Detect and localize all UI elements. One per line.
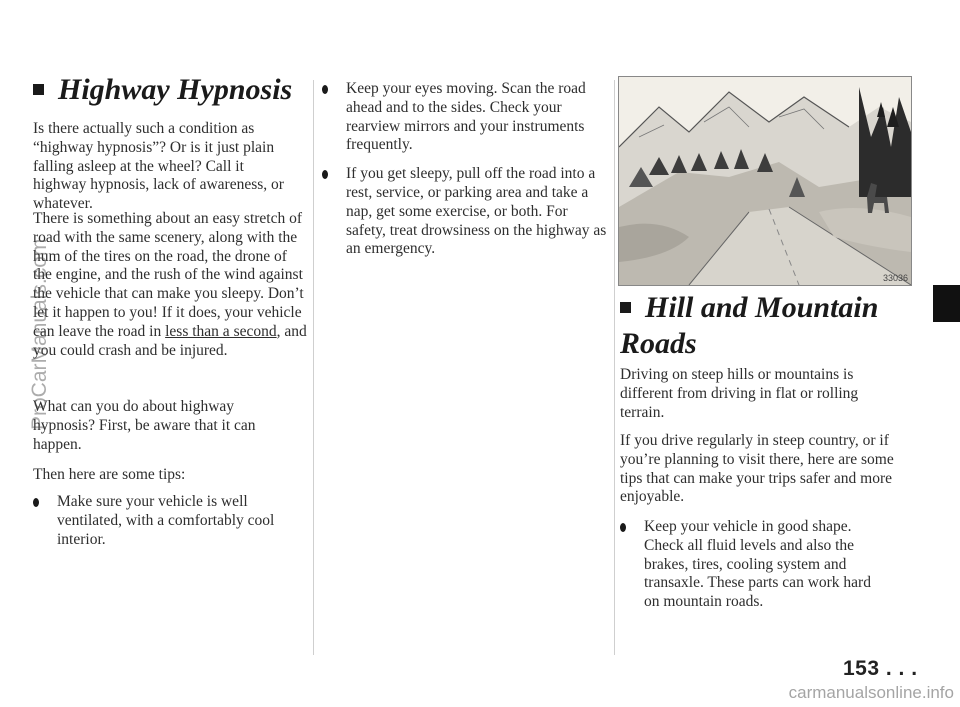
list-item: Make sure your vehicle is well ventilated, with a comfortably cool interior. <box>33 493 295 549</box>
paragraph: What can you do about highway hypnosis? First, be aware that it can happen. <box>33 398 256 453</box>
tips-list <box>620 518 890 612</box>
page-number: 153 . . . <box>843 657 918 680</box>
paragraph: Is there actually such a condition as “highway hypnosis”? Or is it just plain falling asleep at the wheel? Call it highway hypnosis, lack of awareness, or whatever. <box>33 120 284 213</box>
section-tab-marker <box>933 285 960 322</box>
column-divider <box>313 80 314 655</box>
paragraph: Driving on steep hills or mountains is different from driving in flat or rolling terrain. <box>620 366 859 421</box>
tips-list <box>33 493 295 549</box>
list-item: Keep your eyes moving. Scan the road ahead and to the sides. Check your rearview mirrors and your instruments frequently. <box>322 80 607 155</box>
mountain-road-illustration <box>618 76 912 286</box>
bullet-icon <box>33 498 39 507</box>
list-item: Keep your vehicle in good shape. Check all fluid levels and also the brakes, tires, cooling system and transaxle. These parts can work hard on mountain roads. <box>620 518 890 612</box>
section-heading-hill-and-mountain-roads: Hill and Mountain Roads <box>620 291 879 360</box>
mountain-road-drawing <box>619 77 911 285</box>
bullet-icon <box>322 170 328 179</box>
list-item: If you get sleepy, pull off the road into a rest, service, or parking area and take a nap, get some exercise, or both. For safety, treat drowsiness on the highway as an emergency. <box>322 165 607 259</box>
paragraph-text: , and you could crash and be injured. <box>33 322 307 359</box>
tips-list <box>322 80 607 259</box>
paragraph: If you drive regularly in steep country, or if you’re planning to visit there, here are some tips that can make your trips safer and more enjoyable. <box>620 432 894 506</box>
column-divider <box>614 80 615 655</box>
bullet-icon <box>620 523 626 532</box>
bullet-icon <box>322 85 328 94</box>
figure-id: 33036 <box>882 273 908 283</box>
paragraph: Then here are some tips: <box>33 466 186 483</box>
paragraph <box>33 210 309 360</box>
vertical-watermark: ProCarManuals.com <box>28 238 51 430</box>
section-heading-highway-hypnosis: Highway Hypnosis <box>33 73 313 107</box>
square-bullet-icon <box>620 302 631 313</box>
footer-watermark: carmanualsonline.info <box>788 683 954 702</box>
paragraph-text: There is something about an easy stretch of road with the same scenery, along with the hum of the tires on the road, the drone of the engine, and the rush of the wind against the vehicle that can make you sleepy. Don’t let it happen to you! If it does, your vehicle can leave the road in <box>33 210 304 340</box>
emphasis-text: less than a second <box>165 322 277 340</box>
square-bullet-icon <box>33 84 44 95</box>
